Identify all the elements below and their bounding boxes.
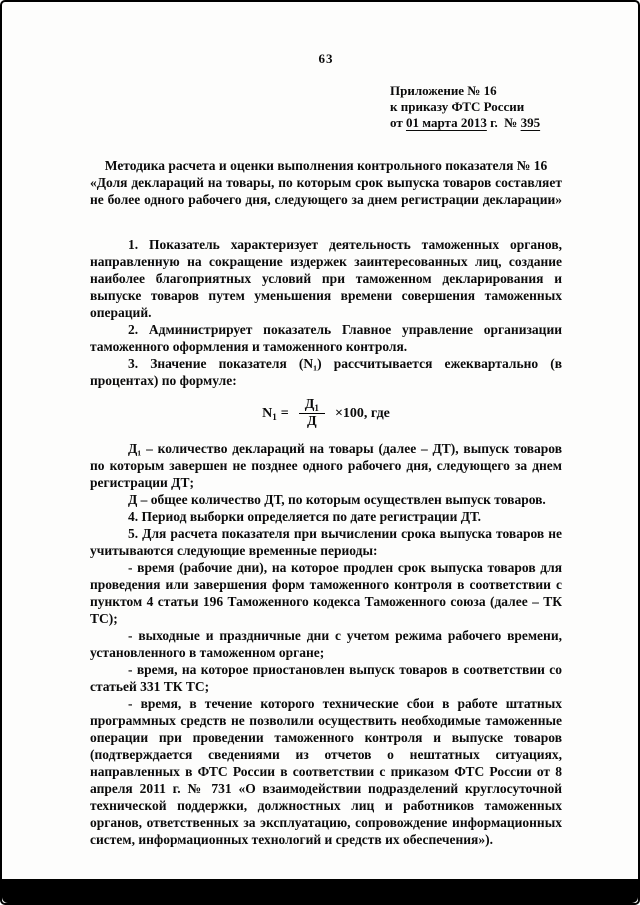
from-label: от	[390, 115, 403, 130]
formula-equals: =	[280, 405, 289, 421]
formula-numerator-base: Д	[304, 397, 315, 412]
body-paragraph-5: 5. Для расчета показателя при вычислении срока выпуска товаров не учитываются следующие временные периоды:	[90, 526, 562, 558]
definition-d1: Д₁ – количество деклараций на товары (далее – ДТ), выпуск товаров по которым завершен не позднее одного рабочего дня, следующего за днем регистрации ДТ;	[90, 441, 562, 490]
body-paragraph-1: 1. Показатель характеризует деятельность таможенных органов, направленную на сокращение издержек заинтересованных лиц, создание наиболее благоприятных условий при таможенном декларирования и выпуске товаров путем уменьшения времени совершения таможенных операций.	[90, 237, 562, 320]
order-number: 395	[520, 115, 541, 130]
document-title-line1: Методика расчета и оценки выполнения контрольного показателя № 16	[104, 158, 548, 173]
formula	[90, 397, 562, 430]
document-body	[90, 236, 562, 848]
page-content	[90, 2, 562, 873]
bullet-weekends-holidays: - выходные и праздничные дни с учетом режима рабочего времени, установленного в таможенном органе;	[90, 628, 562, 660]
formula-denominator: Д	[299, 413, 325, 430]
scan-bottom-edge	[2, 879, 638, 903]
formula-n-sub: 1	[272, 411, 277, 422]
appendix-title: Приложение № 16	[390, 83, 497, 98]
appendix-header	[390, 83, 562, 131]
definition-d: Д – общее количество ДТ, по которым осуществлен выпуск товаров.	[128, 492, 546, 507]
formula-numerator-sub: 1	[314, 403, 319, 414]
formula-numerator	[299, 397, 325, 413]
page-number: 63	[318, 51, 334, 66]
order-date: 01 марта 2013	[405, 115, 487, 130]
formula-lhs	[262, 406, 277, 421]
year-abbrev: г.	[490, 115, 498, 130]
order-reference: к приказу ФТС России	[390, 99, 525, 114]
document-title	[90, 157, 562, 208]
document-title-line2: «Доля деклараций на товары, по которым срок выпуска товаров составляет не более одного рабочего дня, следующего за днем регистрации декларации»	[90, 175, 562, 207]
formula-fraction	[299, 397, 325, 430]
bullet-suspended-release: - время, на которое приостановлен выпуск товаров в соответствии со статьей 331 ТК ТС;	[90, 662, 562, 694]
formula-rhs: ×100, где	[334, 405, 390, 421]
bullet-technical-failures: - время, в течение которого технические сбои в работе штатных программных средств не позволили осуществить необходимые таможенные операции при проведении таможенного контроля и выпуске товаров (подтверждается сведениями из отчетов о нештатных ситуациях, направленных в ФТС России в соответствии с приказом ФТС России от 8 апреля 2011 г. № 731 «О взаимодействии подразделений круглосуточной технической поддержки, должностных лиц и работников таможенных органов, ответственных за эксплуатацию, сопровождение информационных систем, информационных технологий и средств их обеспечения»).	[90, 696, 562, 847]
bullet-extended-release: - время (рабочие дни), на которое продлен срок выпуска товаров для проведения или завершения форм таможенного контроля в соответствии с пунктом 4 статьи 196 Таможенного кодекса Таможенного союза (далее – ТК ТС);	[90, 560, 562, 626]
number-sign: №	[504, 115, 518, 130]
body-paragraph-2: 2. Администрирует показатель Главное управление организации таможенного оформления и таможенного контроля.	[90, 322, 562, 354]
body-paragraph-3: 3. Значение показателя (N₁) рассчитывается ежеквартально (в процентах) по формуле:	[90, 356, 562, 388]
body-paragraph-4: 4. Период выборки определяется по дате регистрации ДТ.	[128, 509, 482, 524]
order-date-number	[390, 115, 562, 131]
formula-n: N	[262, 405, 273, 421]
